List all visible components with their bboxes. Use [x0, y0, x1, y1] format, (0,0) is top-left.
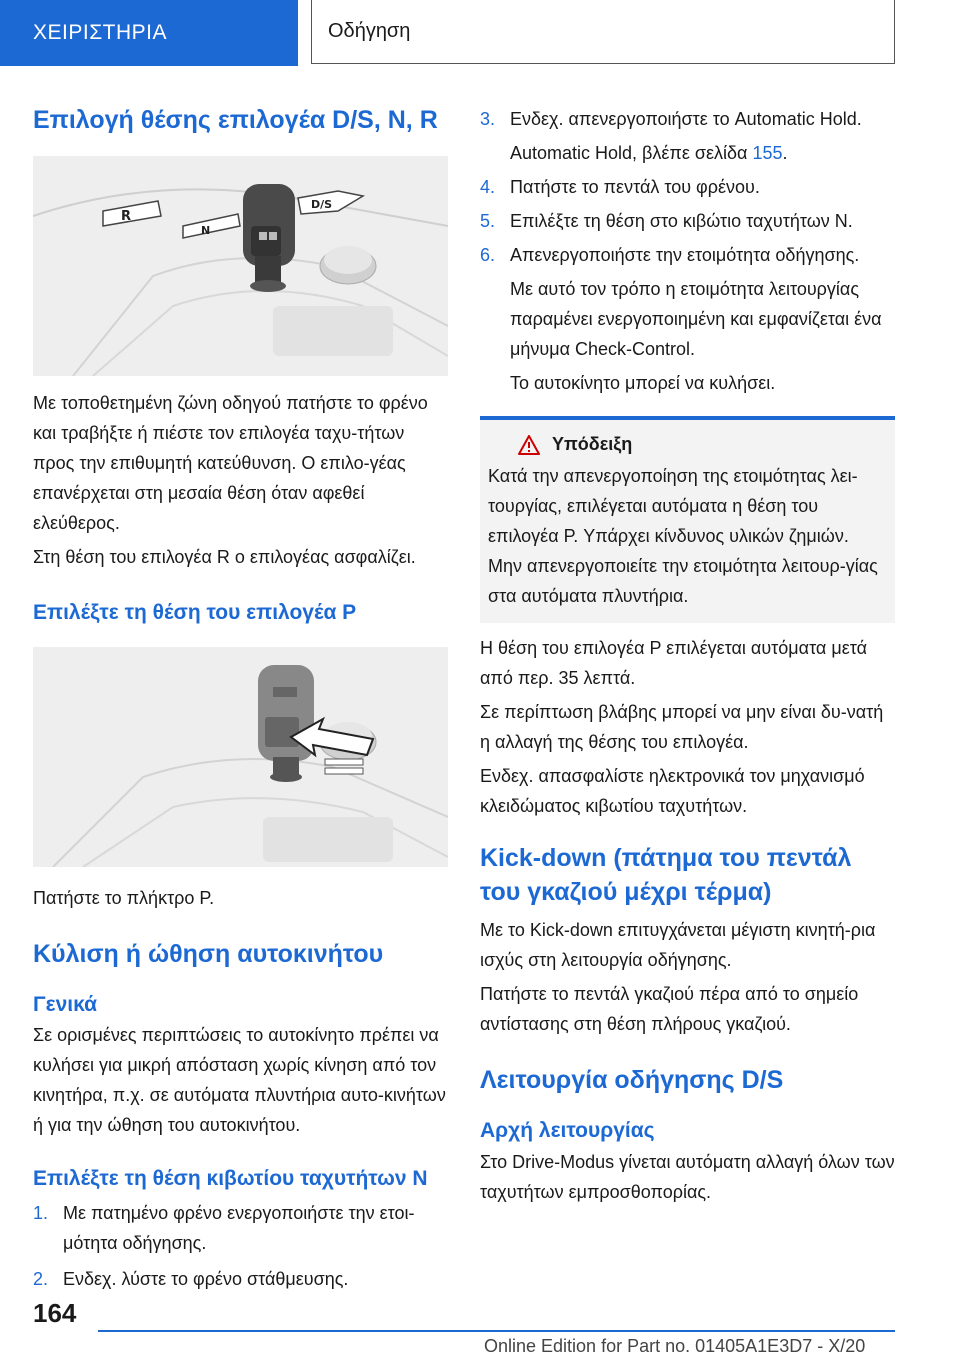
footer-divider: [98, 1330, 895, 1332]
heading-general: Γενικά: [33, 992, 98, 1016]
para-unlock: Ενδεχ. απασφαλίστε ηλεκτρονικά τον μηχανισμό κλειδώματος κιβωτίου ταχυτήτων.: [480, 766, 865, 816]
para-kickdown-press: Πατήστε το πεντάλ γκαζιού πέρα από το σημείο αντίστασης στη θέση πλήρους γκαζιού.: [480, 984, 859, 1034]
note-header: [488, 434, 887, 455]
list-item: 2. Ενδεχ. λύστε το φρένο στάθμευσης.: [33, 1269, 349, 1289]
para-auto-p: Η θέση του επιλογέα P επιλέγεται αυτόματα μετά από περ. 35 λεπτά.: [480, 638, 867, 688]
para-rolling-general: Σε ορισμένες περιπτώσεις το αυτοκίνητο πρέπει να κυλήσει για μικρή απόσταση χωρίς κίνηση από τον κινητήρα, π.χ. σε αυτόματα πλυντήρια αυτο-κινήτων ή για την ώθηση του αυτοκινήτου.: [33, 1025, 446, 1135]
page-header: [0, 0, 960, 66]
para-press-p: Πατήστε το πλήκτρο P.: [33, 887, 215, 908]
heading-rolling: Κύλιση ή ώθηση αυτοκινήτου: [33, 939, 384, 968]
para-selector-usage: Με τοποθετημένη ζώνη οδηγού πατήστε το φρένο και τραβήξτε ή πιέστε τον επιλογέα ταχυ-τήτων προς την επιθυμητή κατεύθυνση. Ο επιλο-γέας επανέρχεται στη μεσαία θέση όταν αφεθεί ελεύθερος.: [33, 393, 428, 534]
steps-right: [480, 104, 895, 398]
left-column: [33, 100, 448, 1294]
heading-drive-ds: Λειτουργία οδήγησης D/S: [480, 1066, 784, 1094]
para-drive-mode: Στο Drive-Modus γίνεται αυτόματη αλλαγή όλων των ταχυτήτων εμπροσθοπορίας.: [480, 1151, 895, 1202]
page-number: 164: [33, 1298, 77, 1328]
label-r: R: [121, 209, 132, 225]
note-text: Κατά την απενεργοποίηση της ετοιμότητας λει-τουργίας, επιλέγεται αυτόματα η θέση του επιλογέα P. Υπάρχει κίνδυνος υλικών ζημιών. Μην απενεργοποιείτε την ετοιμότητα λειτουρ-γίας στα αυτόματα πλυντήρια.: [488, 466, 878, 606]
heading-kickdown: Kick-down (πάτημα του πεντάλ του γκαζιού μέχρι τέρμα): [480, 844, 852, 906]
heading-select-p: Επιλέξτε τη θέση του επιλογέα P: [33, 601, 357, 625]
p-button-illustration: [33, 647, 448, 867]
breadcrumb[interactable]: Οδήγηση: [311, 0, 895, 64]
gear-selector-illustration: [33, 156, 448, 376]
steps-left: [33, 1198, 448, 1294]
gear-selector-figure: [33, 156, 448, 376]
section-tab[interactable]: ΧΕΙΡΙΣΤΗΡΙΑ: [0, 0, 298, 66]
edition-text: Online Edition for Part no. 01405A1E3D7 - X/20: [484, 1336, 866, 1356]
page-link-155[interactable]: 155: [752, 143, 783, 163]
para-r-lock: Στη θέση του επιλογέα R ο επιλογέας ασφαλίζει.: [33, 547, 416, 568]
p-button-figure: [33, 647, 448, 867]
right-column: [480, 104, 895, 1207]
label-n: N: [201, 224, 211, 238]
note-box: [480, 416, 895, 623]
heading-principle: Αρχή λειτουργίας: [480, 1119, 655, 1143]
label-ds: D/S: [311, 198, 333, 212]
list-item: 4. Πατήστε το πεντάλ του φρένου.: [480, 177, 760, 197]
list-item: 5. Επιλέξτε τη θέση στο κιβώτιο ταχυτήτων N.: [480, 211, 853, 231]
list-item: 1. Με πατημένο φρένο ενεργοποιήστε την ετοι-μότητα οδήγησης.: [33, 1203, 415, 1253]
list-item: 6. Απενεργοποιήστε την ετοιμότητα οδήγησης. Με αυτό τον τρόπο η ετοιμότητα λειτουργίας παραμένει ενεργοποιημένη και εμφανίζεται ένα μήνυμα Check-Control. Το αυτοκίνητο μπορεί να κυλήσει.: [480, 245, 882, 393]
heading-select-n: Επιλέξτε τη θέση κιβωτίου ταχυτήτων N: [33, 1167, 428, 1190]
para-kickdown: Με το Kick-down επιτυγχάνεται μέγιστη κινητή-ρια ισχύς στη λειτουργία οδήγησης.: [480, 920, 876, 970]
note-title: Υπόδειξη: [552, 434, 633, 454]
para-fault: Σε περίπτωση βλάβης μπορεί να μην είναι δυ-νατή η αλλαγή της θέσης του επιλογέα.: [480, 702, 884, 752]
warning-icon: [518, 435, 540, 455]
heading-selector-dsnr: Επιλογή θέσης επιλογέα D/S, N, R: [33, 106, 438, 134]
list-item: 3. Ενδεχ. απενεργοποιήστε το Automatic Hold. Automatic Hold, βλέπε σελίδα 155.: [480, 109, 862, 163]
